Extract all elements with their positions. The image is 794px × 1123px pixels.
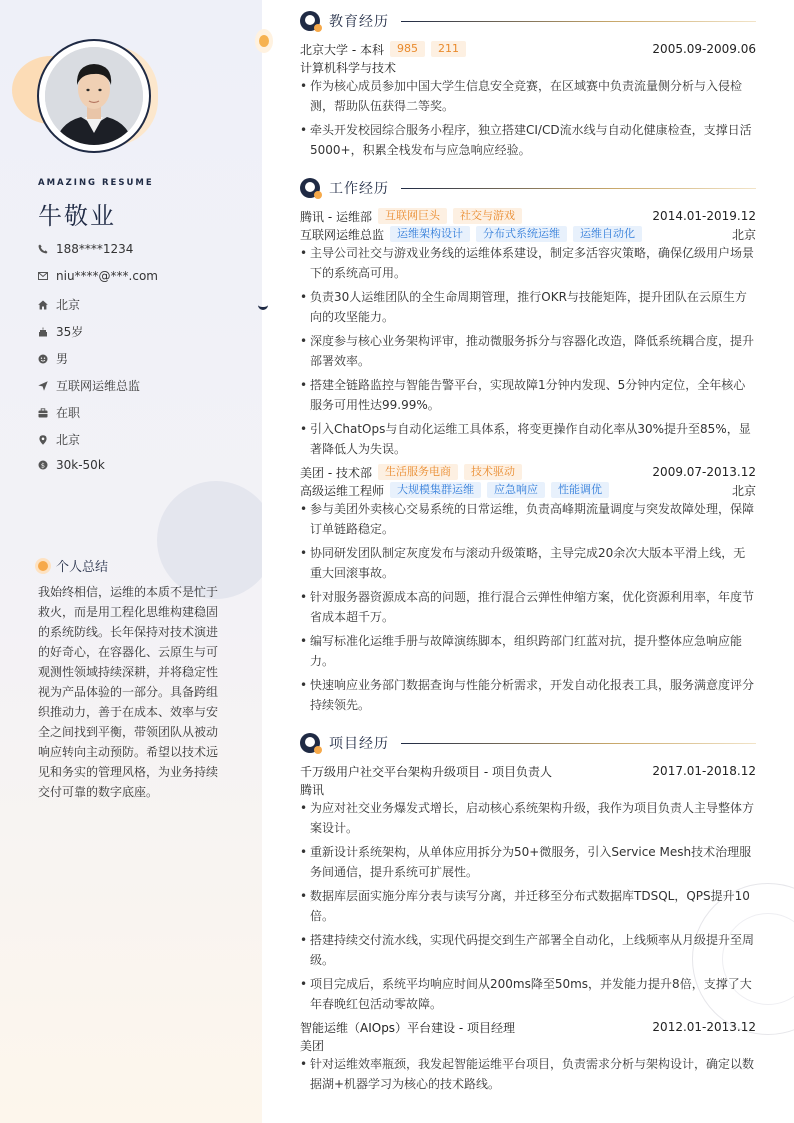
phone-icon — [38, 244, 48, 254]
school-tag: 985 — [390, 41, 425, 57]
salary-text: 30k-50k — [56, 458, 105, 472]
age-text: 35岁 — [56, 325, 84, 339]
cake-icon — [38, 327, 48, 337]
project-org-row — [300, 781, 756, 797]
project-title-row — [300, 763, 756, 779]
section-title: 项目经历 — [329, 736, 389, 752]
section-title: 工作经历 — [329, 181, 389, 197]
list-item: • 牵头开发校园综合服务小程序，独立搭建CI/CD流水线与自动化健康检查，支撑日活5000+，积累全栈发布与应急响应经验。 — [300, 120, 756, 160]
sidebar — [0, 0, 262, 1123]
location-pin-icon — [38, 435, 48, 445]
send-icon — [38, 381, 48, 391]
list-item: • 快速响应业务部门数据查询与性能分析需求，开发自动化报表工具，服务满意度评分持续领先。 — [300, 675, 756, 715]
job-company-row — [300, 208, 756, 224]
work-heading — [300, 177, 756, 199]
list-item: • 项目完成后，系统平均响应时间从200ms降至50ms，并发能力提升8倍，支撑了大年春晚红包活动零故障。 — [300, 974, 756, 1014]
project-org: 美团 — [300, 1038, 325, 1053]
list-item: • 协同研发团队制定灰度发布与滚动升级策略，主导完成20余次大版本平滑上线，无重大回滚事故。 — [300, 543, 756, 583]
mail-icon — [38, 271, 48, 281]
education-major-row — [300, 59, 756, 75]
summary-dot-icon — [38, 561, 48, 571]
company-tag: 技术驱动 — [464, 464, 522, 480]
home-icon — [38, 300, 48, 310]
info-home — [38, 296, 80, 313]
list-item: • 数据库层面实施分库分表与读写分离，并迁移至分布式数据库TDSQL，QPS提升10倍。 — [300, 886, 756, 926]
list-item: • 主导公司社交与游戏业务线的运维体系建设，制定多活容灾策略，确保亿级用户场景下的系统高可用。 — [300, 243, 756, 283]
list-item: • 针对服务器资源成本高的问题，推行混合云弹性伸缩方案，优化资源利用率，年度节省成本超千万。 — [300, 587, 756, 627]
decor-arc — [258, 300, 268, 310]
list-item: • 重新设计系统架构，从单体应用拆分为50+微服务，引入Service Mesh技术治理服务间通信，提升系统可扩展性。 — [300, 842, 756, 882]
avatar-photo — [45, 47, 143, 145]
skill-tag: 大规模集群运维 — [390, 482, 481, 498]
skill-tag: 分布式系统运维 — [476, 226, 567, 242]
job-city: 北京 — [731, 227, 756, 242]
education-school-row — [300, 41, 756, 57]
info-email — [38, 269, 158, 283]
major: 计算机科学与技术 — [300, 60, 397, 75]
skill-tag: 性能调优 — [551, 482, 609, 498]
job-city: 北京 — [731, 483, 756, 498]
resume-tagline: AMAZING RESUME — [38, 178, 154, 188]
briefcase-icon — [38, 408, 48, 418]
job-role-row — [300, 226, 756, 242]
job-date: 2014.01-2019.12 — [652, 209, 756, 223]
section-icon — [300, 11, 320, 31]
section-divider — [401, 188, 756, 189]
list-item: • 负责30人运维团队的全生命周期管理，推行OKR与技能矩阵，提升团队在云原生方向的攻坚能力。 — [300, 287, 756, 327]
list-item: • 参与美团外卖核心交易系统的日常运维，负责高峰期流量调度与突发故障处理，保障订单链路稳定。 — [300, 499, 756, 539]
email-text: niu****@***.com — [56, 269, 158, 283]
info-status — [38, 404, 80, 421]
salary-icon — [38, 460, 48, 470]
school-tag: 211 — [431, 41, 466, 57]
summary-text: 我始终相信，运维的本质不是忙于救火，而是用工程化思维构建稳固的系统防线。长年保持对技术演进的好奇心，在容器化、云原生与可观测性领域持续深耕，并将稳定性视为产品体验的一部分。具备跨组织推动力，善于在成本、效率与安全之间找到平衡，带领团队从被动响应转向主动预防。希望以技术远见和务实的管理风格，为业务持续交付可靠的数字底座。 — [38, 585, 219, 799]
section-divider — [401, 743, 756, 744]
project-org-row — [300, 1037, 756, 1053]
job-date: 2009.07-2013.12 — [652, 465, 756, 479]
city-text: 北京 — [56, 433, 81, 447]
decor-dot — [255, 29, 273, 53]
info-position — [38, 377, 140, 394]
avatar — [45, 47, 143, 145]
company-tag: 生活服务电商 — [378, 464, 458, 480]
job-role: 高级运维工程师 — [300, 483, 385, 498]
projects-heading — [300, 732, 756, 754]
company-tag: 社交与游戏 — [453, 208, 522, 224]
section-divider — [401, 21, 756, 22]
gender-text: 男 — [56, 352, 69, 366]
info-salary — [38, 458, 105, 472]
project-title-row — [300, 1019, 756, 1035]
list-item: • 深度参与核心业务架构评审，推动微服务拆分与容器化改造，降低系统耦合度，提升部署效率。 — [300, 331, 756, 371]
company-name: 腾讯 - 运维部 — [300, 209, 372, 224]
candidate-name: 牛敬业 — [38, 202, 116, 230]
list-item: • 搭建持续交付流水线，实现代码提交到生产部署全自动化，上线频率从月级提升至周级。 — [300, 930, 756, 970]
project-name: 千万级用户社交平台架构升级项目 - 项目负责人 — [300, 764, 552, 779]
phone-text: 188****1234 — [56, 242, 134, 256]
svg-text:$: $ — [40, 461, 46, 470]
gender-icon — [38, 354, 48, 364]
list-item: • 为应对社交业务爆发式增长，启动核心系统架构升级，我作为项目负责人主导整体方案设计。 — [300, 798, 756, 838]
info-gender — [38, 350, 68, 367]
education-date: 2005.09-2009.06 — [652, 42, 756, 56]
info-city — [38, 431, 80, 448]
status-text: 在职 — [56, 406, 81, 420]
skill-tag: 应急响应 — [487, 482, 545, 498]
section-icon — [300, 733, 320, 753]
skill-tag: 运维架构设计 — [390, 226, 470, 242]
company-name: 美团 - 技术部 — [300, 465, 372, 480]
info-phone — [38, 242, 133, 256]
job-role-row — [300, 482, 756, 498]
skill-tag: 运维自动化 — [573, 226, 642, 242]
list-item: • 编写标准化运维手册与故障演练脚本，组织跨部门红蓝对抗，提升整体应急响应能力。 — [300, 631, 756, 671]
education-heading — [300, 10, 756, 32]
project-org: 腾讯 — [300, 782, 325, 797]
section-icon — [300, 178, 320, 198]
list-item: • 搭建全链路监控与智能告警平台，实现故障1分钟内发现、5分钟内定位，全年核心服务可用性达99.99%。 — [300, 375, 756, 415]
position-text: 互联网运维总监 — [56, 379, 141, 393]
summary-title: 个人总结 — [56, 560, 109, 575]
project-date: 2017.01-2018.12 — [652, 764, 756, 778]
school-name: 北京大学 - 本科 — [300, 42, 384, 57]
job-role: 互联网运维总监 — [300, 227, 385, 242]
avatar-frame — [37, 39, 151, 153]
job-company-row — [300, 464, 756, 480]
summary-heading — [38, 556, 108, 575]
project-name: 智能运维（AIOps）平台建设 - 项目经理 — [300, 1020, 516, 1035]
list-item: • 作为核心成员参加中国大学生信息安全竞赛，在区域赛中负责流量侧分析与入侵检测，帮助队伍获得二等奖。 — [300, 76, 756, 116]
project-date: 2012.01-2013.12 — [652, 1020, 756, 1034]
list-item: • 针对运维效率瓶颈，我发起智能运维平台项目，负责需求分析与架构设计，确定以数据湖+机器学习为核心的技术路线。 — [300, 1054, 756, 1094]
home-text: 北京 — [56, 298, 81, 312]
list-item: • 引入ChatOps与自动化运维工具体系，将变更操作自动化率从30%提升至85%，显著降低人为失误。 — [300, 419, 756, 459]
company-tag: 互联网巨头 — [378, 208, 447, 224]
info-age — [38, 323, 83, 340]
section-title: 教育经历 — [329, 14, 389, 30]
